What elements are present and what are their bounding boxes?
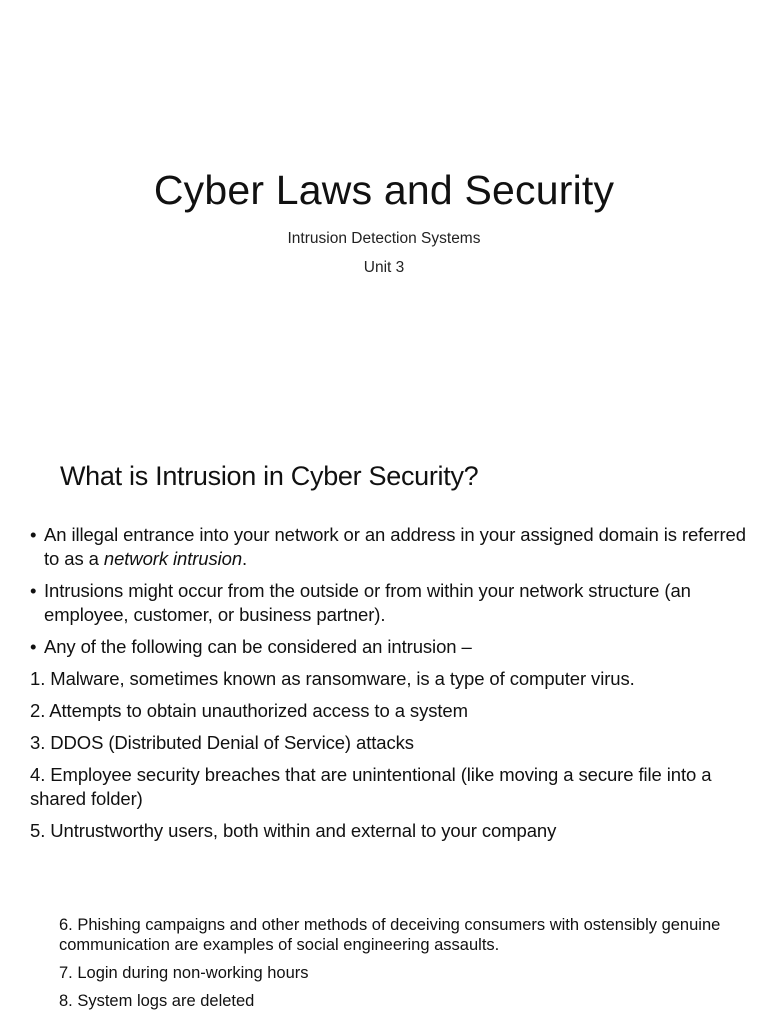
list-item: 8. System logs are deleted	[59, 992, 255, 1010]
bullet-icon: •	[30, 636, 37, 657]
list-item: 2. Attempts to obtain unauthorized access to a system	[30, 700, 468, 721]
slide-unit-label: Unit 3	[363, 259, 405, 276]
bullet-item	[30, 523, 746, 571]
list-item: 1. Malware, sometimes known as ransomware, is a type of computer virus.	[30, 668, 635, 689]
bullet-emphasis: network intrusion	[103, 548, 243, 569]
bullet-text: Intrusions might occur from the outside or from within your network structure (an employee, customer, or business partner).	[44, 580, 691, 625]
bullet-icon: •	[30, 524, 37, 545]
list-item: 4. Employee security breaches that are unintentional (like moving a secure file into a shared folder)	[30, 764, 712, 809]
slide-body	[30, 523, 746, 851]
list-item: 7. Login during non-working hours	[59, 964, 309, 982]
slide-title: Cyber Laws and Security	[153, 167, 615, 213]
slide-heading: What is Intrusion in Cyber Security?	[60, 461, 479, 491]
bullet-item	[30, 635, 746, 659]
bullet-text: An illegal entrance into your network or an address in your assigned domain is referred to as a	[44, 524, 746, 569]
list-item: 3. DDOS (Distributed Denial of Service) attacks	[30, 732, 414, 753]
bullet-text-end: .	[242, 548, 248, 569]
list-item: 5. Untrustworthy users, both within and external to your company	[30, 820, 557, 841]
slide-body	[59, 915, 739, 1019]
bullet-item	[30, 579, 746, 627]
intrusion-examples-slide	[0, 864, 768, 1024]
bullet-text: Any of the following can be considered an intrusion –	[44, 636, 472, 657]
intrusion-definition-slide	[0, 432, 768, 864]
list-item: 6. Phishing campaigns and other methods of deceiving consumers with ostensibly genuine communication are examples of social engineering assaults.	[59, 916, 721, 954]
slide-subtitle: Intrusion Detection Systems	[287, 230, 481, 247]
bullet-icon: •	[30, 580, 37, 601]
title-slide	[0, 0, 768, 432]
